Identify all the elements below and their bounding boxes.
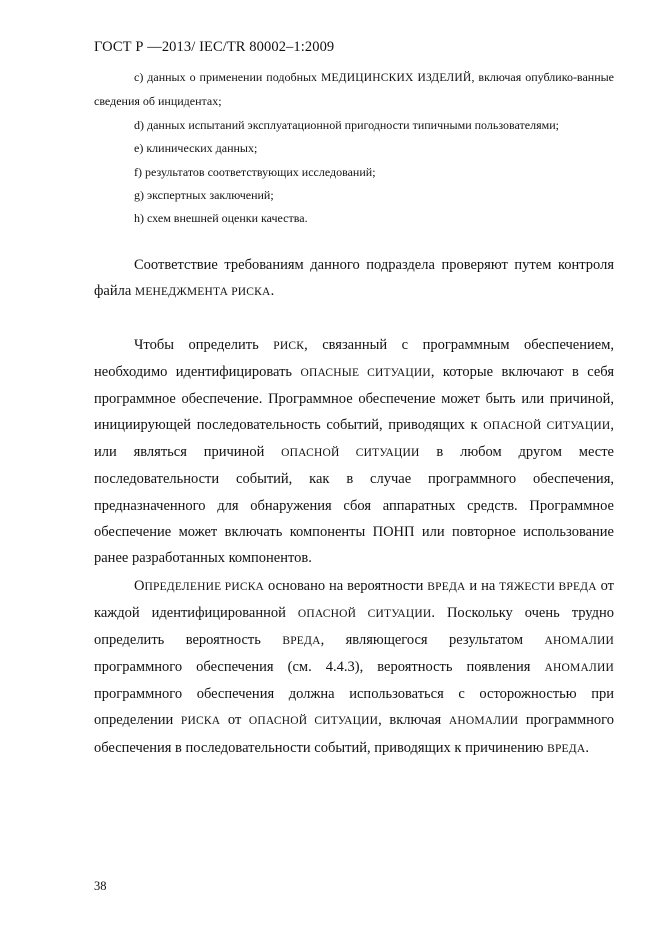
term-harm: ВРЕДА — [282, 635, 321, 648]
term-risk: РИСКА — [180, 715, 221, 728]
list-item-d: d) данных испытаний эксплуатационной пригодности типичными пользователями; — [134, 117, 559, 132]
term-anomaly: АНОМАЛИИ — [544, 635, 615, 648]
term-hazardous-situations: ОПАСНЫЕ СИТУАЦИИ — [300, 367, 431, 380]
term-medical-devices: МЕДИЦИНСКИХ ИЗДЕЛИЙ — [321, 72, 472, 84]
term-anomaly: АНОМАЛИИ — [448, 715, 519, 728]
software-risk-paragraph: Чтобы определить РИСК, связанный с программным обеспечением, необходимо идентифицировать ОПАСНЫЕ СИТУАЦИИ, которые включают в себя программное обеспечение. Программное обеспечение может быть или причиной, инициирующей последовательность событий, приводящих к ОПАСНОЙ СИТУАЦИИ, или являться причиной ОПАСНОЙ СИТУАЦИИ в любом другом месте последовательности событий, как в случае программного обеспечения, предназначенного для обнаружения сбоя аппаратных средств. Программное обеспечение может включать компоненты ПОНП или повторное использование ранее разработанных компонентов. — [94, 337, 614, 566]
list-item-f: f) результатов соответствующих исследований; — [134, 164, 376, 179]
term-risk-management: МЕНЕДЖМЕНТА РИСКА — [134, 286, 271, 299]
term-harm: ВРЕДА — [547, 742, 586, 755]
risk-estimation-paragraph: ОПРЕДЕЛЕНИЕ РИСКА основано на вероятности ВРЕДА и на ТЯЖЕСТИ ВРЕДА от каждой идентифицированной ОПАСНОЙ СИТУАЦИИ. Поскольку очень трудно определить вероятность ВРЕДА, являющегося результатом АНОМАЛИИ программного обеспечения (см. 4.4.3), вероятность появления АНОМАЛИИ программного обеспечения должна использоваться с осторожностью при определении РИСКА от ОПАСНОЙ СИТУАЦИИ, включая АНОМАЛИИ программного обеспечения в последовательности событий, приводящих к причинению ВРЕДА. — [94, 578, 615, 756]
list-item-e: e) клинических данных; — [134, 141, 258, 156]
term-hazardous-situation: ОПАСНОЙ СИТУАЦИИ — [483, 420, 611, 433]
term-harm: ВРЕДА — [427, 581, 466, 593]
term-risk-estimation: ПРЕДЕЛЕНИЕ РИСКА — [144, 581, 265, 593]
term-anomaly: АНОМАЛИИ — [544, 662, 614, 675]
term-hazardous-situation: ОПАСНОЙ СИТУАЦИИ — [281, 447, 420, 460]
list-item-c: c) данных о применении подобных МЕДИЦИНСКИХ ИЗДЕЛИЙ, включая опублико-ванные сведения об инцидентах; — [94, 70, 614, 109]
list-item-g: g) экспертных заключений; — [134, 188, 274, 203]
page-number: 38 — [94, 879, 107, 893]
term-hazardous-situation: ОПАСНОЙ СИТУАЦИИ — [297, 608, 432, 621]
compliance-paragraph: Соответствие требованиям данного подраздела проверяют путем контроля файла МЕНЕДЖМЕНТА РИСКА. — [94, 257, 614, 300]
term-hazardous-situation: ОПАСНОЙ СИТУАЦИИ — [248, 715, 379, 728]
term-severity-of-harm: ТЯЖЕСТИ ВРЕДА — [499, 581, 597, 593]
standard-header: ГОСТ Р —2013/ IEC/TR 80002–1:2009 — [94, 39, 335, 55]
list-item-h: h) схем внешней оценки качества. — [134, 211, 308, 226]
source-list — [94, 66, 614, 231]
term-risk: РИСК — [273, 340, 305, 352]
